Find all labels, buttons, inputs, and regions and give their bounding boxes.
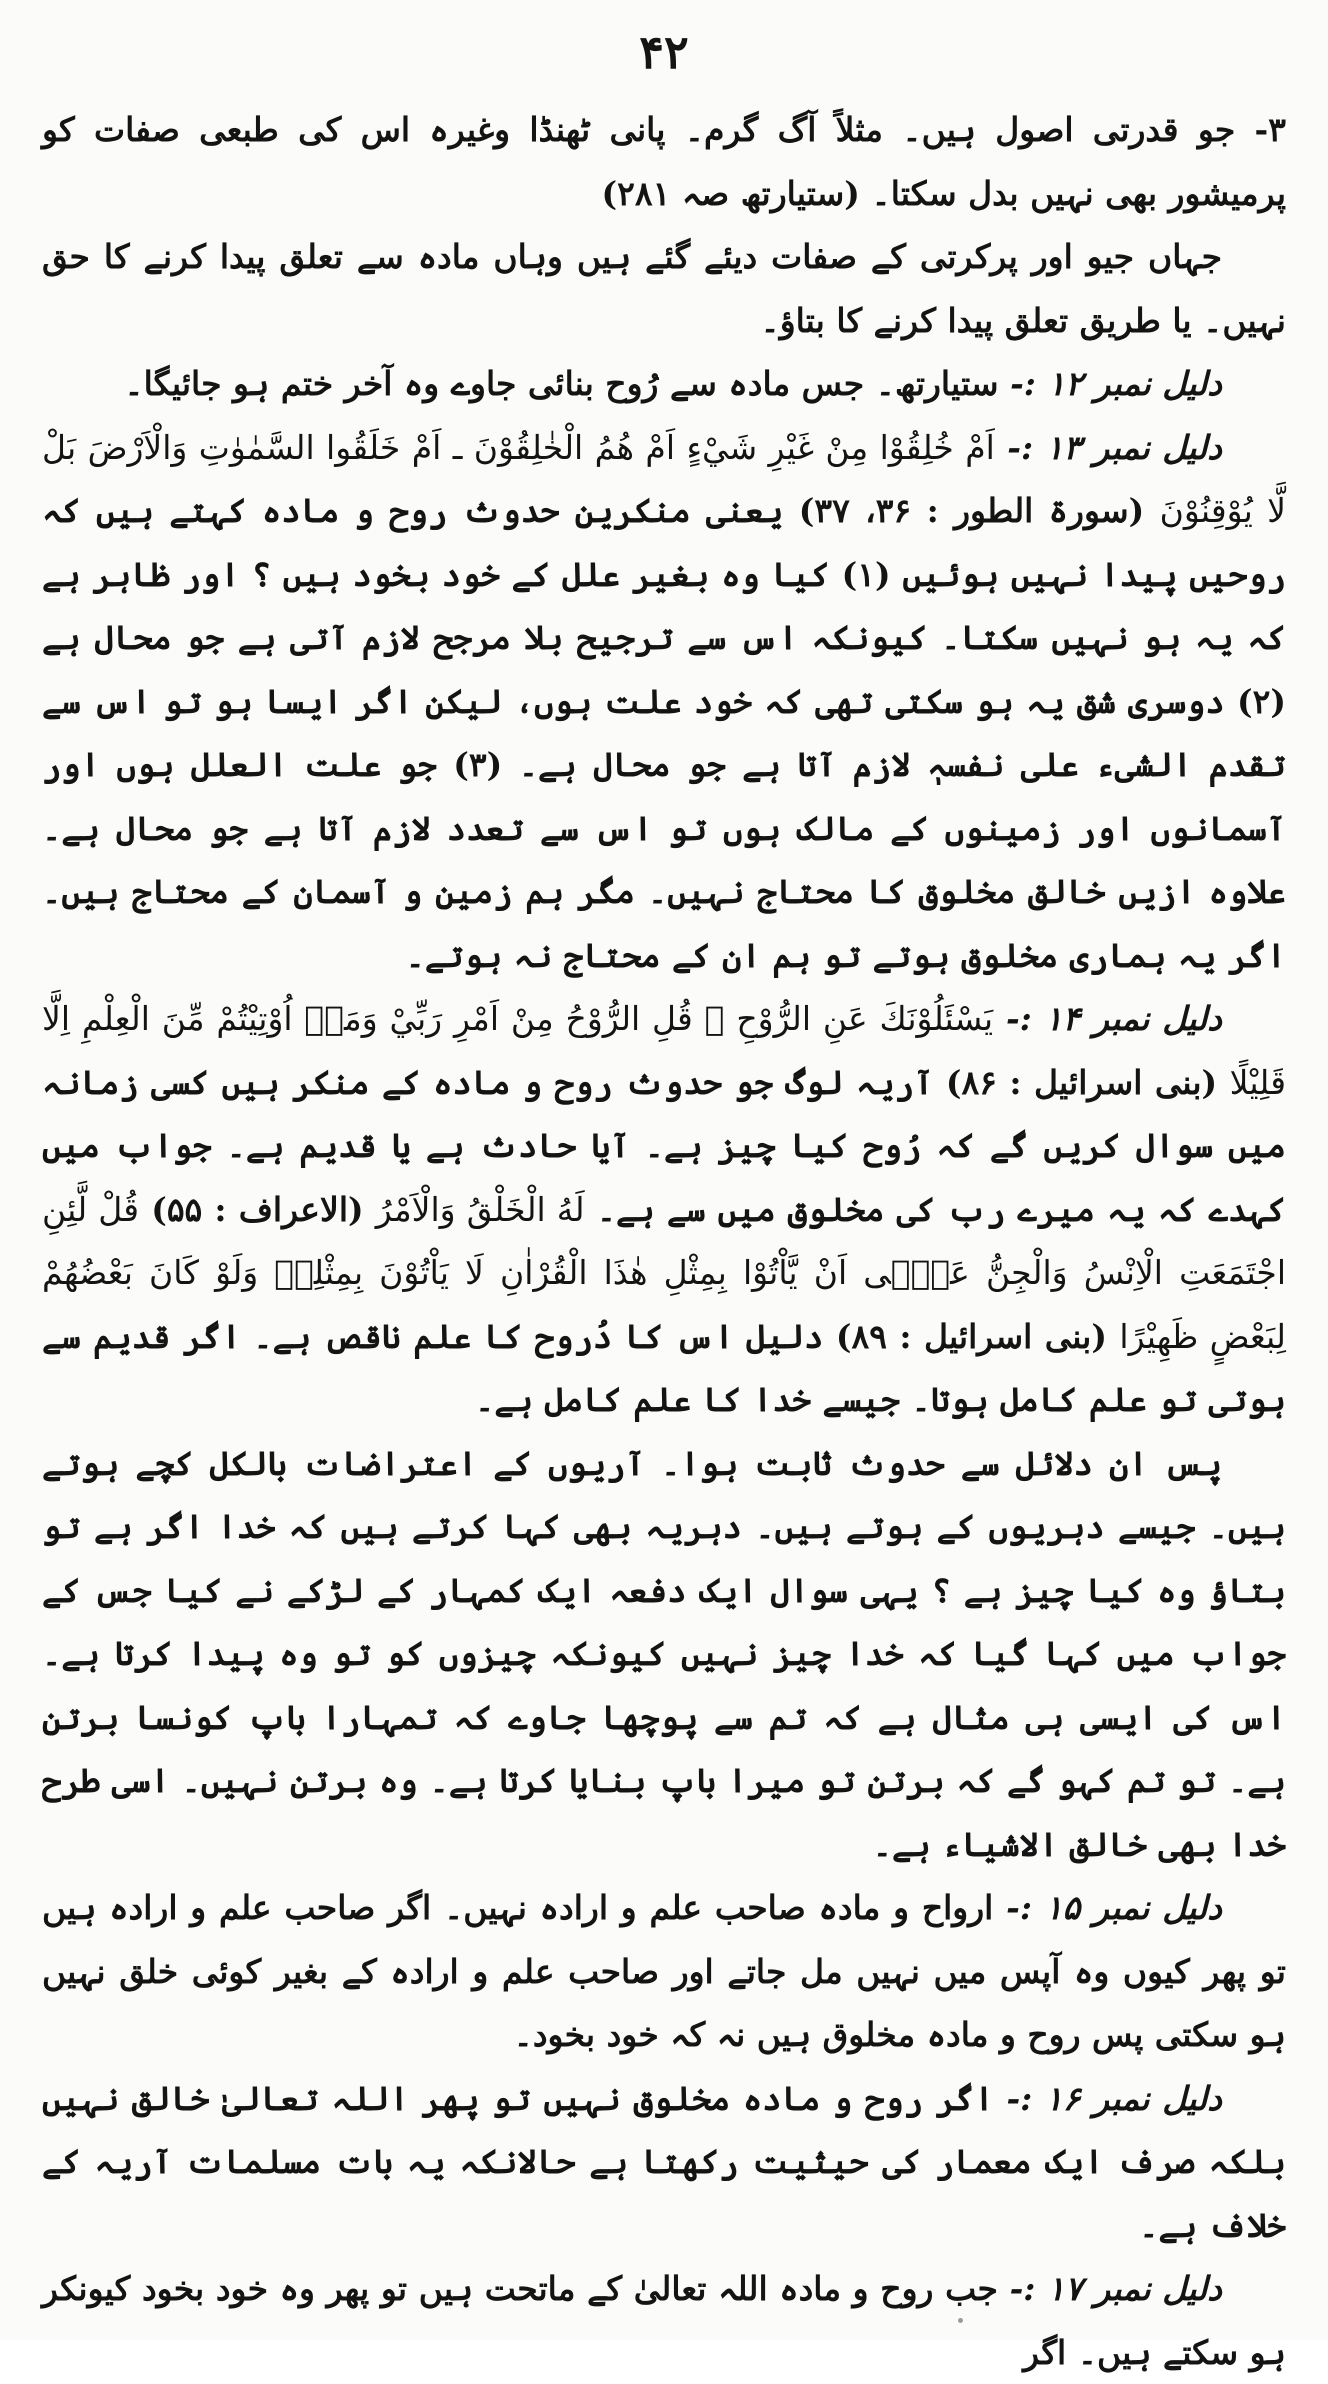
quran-verse: اَمْ خُلِقُوْا مِنْ غَيْرِ شَيْءٍ اَمْ هُمُ الْخٰلِقُوْنَ ـ اَمْ خَلَقُوا السَّمٰوٰتِ وَالْاَرْضَ بَلْ لَّا يُوْقِنُوْنَ bbox=[42, 427, 1287, 530]
quran-verse: قُلْ لَّئِنِ اجْتَمَعَتِ الْاِنْسُ وَالْجِنُّ عَلٰۤى اَنْ يَّاْتُوْا بِمِثْلِ هٰذَا الْقُرْاٰنِ لَا يَاْتُوْنَ بِمِثْلِهٖ وَلَوْ كَانَ بَعْضُهُمْ لِبَعْضٍ ظَهِيْرًا bbox=[42, 1189, 1286, 1356]
argument-heading: دلیل نمبر ۱۲ :- bbox=[1010, 364, 1222, 403]
paragraph-principles bbox=[42, 98, 1286, 225]
argument-text: ستیارتھ۔ جس مادہ سے رُوح بنائی جاوے وہ آخر ختم ہو جائیگا۔ bbox=[124, 364, 999, 403]
argument-12 bbox=[42, 352, 1286, 416]
paragraph-text: پس ان دلائل سے حدوث ثابت ہوا۔ آریوں کے اعتراضات بالکل کچے ہوتے ہیں۔ جیسے دہریوں کے ہوتے ہیں۔ دہریہ بھی کہا کرتے ہیں کہ خدا اگر ہے تو بتاؤ وہ کیا چیز ہے ؟ یہی سوال ایک دفعہ ایک کمہار کے لڑکے نے کیا جس کے جواب میں کہا گیا کہ خدا چیز نہیں کیونکہ چیزوں کو تو وہ پیدا کرتا ہے۔ اس کی ایسی ہی مثال ہے کہ تم سے پوچھا جاوے کہ تمہارا باپ کونسا برتن ہے۔ تو تم کہو گے کہ برتن تو میرا باپ بنایا کرتا ہے۔ وہ برتن نہیں۔ اسی طرح خدا بھی خالق الاشیاء ہے۔ bbox=[42, 1443, 1286, 1864]
argument-13 bbox=[42, 416, 1286, 988]
argument-text: (سورۃ الطور : ۳۶، ۳۷) یعنی منکرین حدوث روح و مادہ کہتے ہیں کہ روحیں پیدا نہیں ہوئیں (۱) کیا وہ بغیر علل کے خود بخود ہیں ؟ اور ظاہر ہے کہ یہ ہو نہیں سکتا۔ کیونکہ اس سے ترجیح بلا مرجح لازم آتی ہے جو محال ہے (۲) دوسری شق یہ ہو سکتی تھی کہ خود علت ہوں، لیکن اگر ایسا ہو تو اس سے تقدم الشیء علی نفسہٖ لازم آتا ہے جو محال ہے۔ (۳) جو علت العلل ہوں اور آسمانوں اور زمینوں کے مالک ہوں تو اس سے تعدد لازم آتا ہے جو محال ہے۔ علاوہ ازیں خالق مخلوق کا محتاج نہیں۔ مگر ہم زمین و آسمان کے محتاج ہیں۔ اگر یہ ہماری مخلوق ہوتے تو ہم ان کے محتاج نہ ہوتے۔ bbox=[42, 491, 1286, 975]
page-number: ۴۲ bbox=[639, 25, 689, 79]
argument-text: جب روح و مادہ اللہ تعالیٰ کے ماتحت ہیں تو پھر وہ خود بخود کیونکر ہو سکتے ہیں۔ اگر bbox=[42, 2269, 1286, 2372]
paragraph-soul-matter bbox=[42, 225, 1286, 352]
quran-verse: لَهُ الْخَلْقُ وَالْاَمْرُ bbox=[375, 1189, 585, 1229]
paragraph-text: جہاں جیو اور پرکرتی کے صفات دیئے گئے ہیں وہاں مادہ سے تعلق پیدا کرنے کا حق نہیں۔ یا طریق تعلق پیدا کرنے کا بتاؤ۔ bbox=[42, 237, 1286, 340]
argument-16 bbox=[42, 2067, 1286, 2258]
verse-reference: (الاعراف : ۵۵) bbox=[151, 1189, 364, 1229]
argument-heading: دلیل نمبر ۱۵ :- bbox=[1006, 1888, 1222, 1927]
page-body bbox=[42, 98, 1286, 2384]
quran-verse: يَسْئَلُوْنَكَ عَنِ الرُّوْحِ ۖ قُلِ الرُّوْحُ مِنْ اَمْرِ رَبِّيْ وَمَاۤ اُوْتِيْتُمْ مِّنَ الْعِلْمِ اِلَّا قَلِيْلًا bbox=[42, 999, 1286, 1102]
paragraph-conclusion bbox=[42, 1432, 1286, 1877]
argument-heading: دلیل نمبر ۱۳ :- bbox=[1007, 427, 1222, 467]
argument-heading: دلیل نمبر ۱۷ :- bbox=[1009, 2269, 1222, 2308]
argument-text: (بنی اسرائیل : ۸۶) آریہ لوگ جو حدوث روح و مادہ کے منکر ہیں کسی زمانہ میں سوال کریں گے کہ رُوح کیا چیز ہے۔ آیا حادث ہے یا قدیم ہے۔ جواب میں کہدے کہ یہ میرے رب کی مخلوق میں سے ہے۔ bbox=[42, 1062, 1286, 1229]
argument-17 bbox=[42, 2257, 1286, 2384]
argument-heading: دلیل نمبر ۱۴ :- bbox=[1005, 999, 1222, 1038]
argument-text: (بنی اسرائیل : ۸۹) دلیل اس کا دُروح کا علم ناقص ہے۔ اگر قدیم سے ہوتی تو علم کامل ہوتا۔ جیسے خدا کا علم کامل ہے۔ bbox=[42, 1316, 1286, 1419]
argument-14 bbox=[42, 987, 1286, 1432]
scan-speck bbox=[958, 2318, 963, 2323]
argument-text: اگر روح و مادہ مخلوق نہیں تو پھر اللہ تعالیٰ خالق نہیں بلکہ صرف ایک معمار کی حیثیت رکھتا ہے حالانکہ یہ بات مسلمات آریہ کے خلاف ہے۔ bbox=[42, 2078, 1286, 2245]
paragraph-text: ۳- جو قدرتی اصول ہیں۔ مثلاً آگ گرم۔ پانی ٹھنڈا وغیرہ اس کی طبعی صفات کو پرمیشور بھی نہیں بدل سکتا۔ (ستیارتھ صہ ۲۸۱) bbox=[42, 110, 1286, 213]
argument-text: ارواح و مادہ صاحب علم و ارادہ نہیں۔ اگر صاحب علم و ارادہ ہیں تو پھر کیوں وہ آپس میں نہیں مل جاتے اور صاحب علم و ارادہ کے بغیر کوئی خلق نہیں ہو سکتی پس روح و مادہ مخلوق ہیں نہ کہ خود بخود۔ bbox=[42, 1888, 1286, 2054]
argument-15 bbox=[42, 1876, 1286, 2067]
argument-heading: دلیل نمبر ۱۶ :- bbox=[1006, 2078, 1222, 2118]
